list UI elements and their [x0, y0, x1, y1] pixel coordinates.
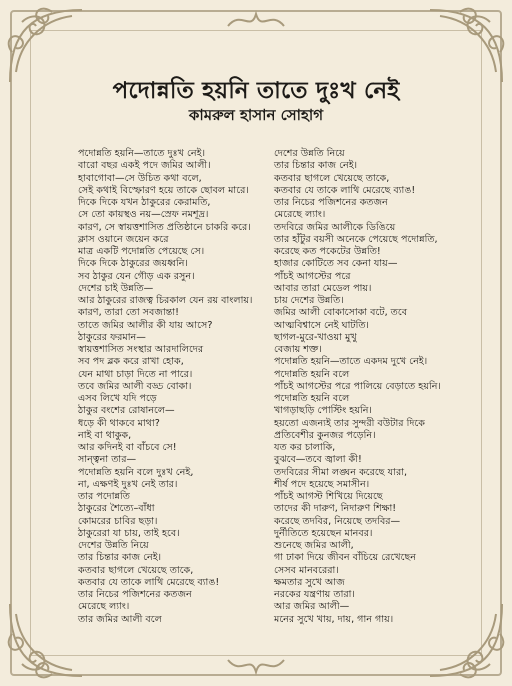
- poem-line: ঠাকুরের ফরমান—: [78, 331, 146, 343]
- poem-line: চায় দেশের উন্নতি।: [274, 295, 344, 306]
- poem-line: তার পদোন্নতি: [78, 491, 130, 502]
- poem-line: সেসব মানবরেরা।: [274, 564, 339, 576]
- poem-line: করেছে তদবির, নিয়েছে তদবির—: [274, 515, 401, 527]
- poem-line: কতবার ছাগলে খেয়েছে তাকে,: [274, 172, 390, 184]
- poem-line: পদোন্নতি হয়নি—তাতে দুঃখ নেই।: [78, 148, 206, 159]
- poem-line: তার চিন্তার কাজ নেই।: [274, 160, 358, 172]
- poem-line: হাবাগোবা—সে উচিত কথা বলে,: [78, 172, 202, 184]
- poem-line: তার নিচের পজিশনের কতজন: [274, 197, 388, 208]
- poem-line: সান্ত্বনা তার—: [78, 454, 137, 466]
- poem-line: খাগড়াছড়ি পোস্টিং হয়নি।: [274, 405, 372, 417]
- poem-line: শীর্ষ পদে হয়েছে সমাসীন।: [274, 478, 370, 490]
- poem-line: বুঝবে—তবে জ্বালা কী!: [274, 454, 362, 466]
- poem-line: স্বায়ত্তশাসিত সংস্থার আরদালিদের: [78, 344, 204, 355]
- poem-line: হয়তো এজন্যই তার সুন্দরী বউটার দিকে: [274, 417, 425, 429]
- poem-line: সব পদ ব্লক করে রাখা হোক,: [78, 356, 184, 368]
- poem-line: মেরেছে ল্যাং।: [78, 601, 130, 613]
- poem-line: মনের সুখে খায়, দায়, গান গায়।: [274, 613, 394, 625]
- poem-line: সব ঠাকুর যেন গৌড় এক রসুন।: [78, 270, 195, 282]
- poem-line: দেশের উন্নতি নিয়ে: [78, 540, 149, 551]
- poem-line: আত্মবিশ্বাসে নেই ঘাটতি।: [274, 319, 369, 331]
- poem-line: দুর্নীতিতে হয়েছেন মানবর।: [274, 527, 373, 539]
- poem-line: তাদের কী দারুণ, নিদারুণ শিক্ষা!: [274, 503, 397, 515]
- poem-line: দিকে দিকে ঠাকুরের জয়ধ্বনি।: [78, 258, 188, 270]
- poem-author: কামরুল হাসান সোহাগ: [188, 106, 324, 124]
- poem-line: সেই কথাই বিস্ফোরণ হয়ে তাকে ছোবল মারে।: [78, 184, 249, 196]
- poem-line: যেন মাথা চাড়া দিতে না পারে।: [78, 368, 193, 380]
- poem-line: কতবার ছাগলে খেয়েছে তাকে,: [78, 564, 194, 576]
- poem-line: পদোন্নতি হয়নি বলে দুঃখ নেই,: [78, 466, 194, 478]
- poem-line: তার জমির আলী বলে: [78, 613, 162, 625]
- poem-line: দিকে দিকে যখন ঠাকুরের কেরামতি,: [78, 197, 211, 208]
- poem-line: বেজায় শক্ত।: [274, 344, 322, 355]
- poem-line: তদবিরে জমির আলীকে ডিঙিয়ে: [274, 221, 396, 233]
- poem-line: নাই বা থাকুক,: [78, 429, 132, 441]
- poem-line: পদোন্নতি হয়নি বলে: [274, 368, 350, 380]
- poem-line: ক্ষমতার সুখে আজ: [274, 576, 345, 588]
- poem-line: মাত্র একটি পদোন্নতি পেয়েছে সে।: [78, 246, 205, 257]
- poem-line: তার হাঁটুর বয়সী অনেকে পেয়েছে পদোন্নতি,: [274, 233, 438, 245]
- poem-left-column: [78, 148, 268, 626]
- poem-line: প্রতিবেশীর কুনজর পড়েনি।: [274, 429, 376, 441]
- poem-line: কতবার যে তাকে লাথি মেরেছে ব্যাঙ!: [78, 576, 220, 588]
- poem-line: হাজার কোটিতে সব কেনা যায়—: [274, 258, 398, 270]
- poem-line: আর ঠাকুরের রাজত্ব চিরকাল যেন রয় বাংলায়।: [78, 295, 253, 306]
- poem-line: কারণ, সে স্বায়ত্তশাসিত প্রতিষ্ঠানে চাকরি করে।: [78, 221, 251, 233]
- poem-line: তার চিন্তার কাজ নেই।: [78, 552, 162, 564]
- poem-line: বারো বছর একই পদে জমির আলী।: [78, 160, 211, 172]
- poem-line: জমির আলী বোকাসোকা বটে, তবে: [274, 307, 408, 319]
- poem-line: কতবার যে তাকে লাথি মেরেছে ব্যাঙ!: [274, 184, 416, 196]
- poem-line: পাঁচই আগস্টের পরে: [274, 270, 351, 282]
- poem-line: ক্লাস ওয়ানে জয়েন করে: [78, 233, 169, 245]
- poem-line: তবে জমির আলী বড্ড বোকা।: [78, 380, 192, 392]
- poem-line: ঠাকুর বংশের রোষানলে—: [78, 405, 175, 417]
- poem-line: মেরেছে ল্যাং।: [274, 209, 326, 221]
- poem-line: কোমরের চাবির ছড়া।: [78, 515, 158, 527]
- poem-line: দেশের চাই উন্নতি—: [78, 282, 154, 294]
- poem-line: তদবিরের সীমা লঙ্ঘন করেছে যারা,: [274, 466, 408, 478]
- poem-line: তাতে জমির আলীর কী যায় আসে?: [78, 319, 213, 331]
- poem-line: আর কদিনই বা বাঁচবে সে!: [78, 442, 177, 453]
- poem-line: আবার তারা মেডেল পায়।: [274, 282, 372, 294]
- poem-title: পদোন্নতি হয়নি তাতে দুঃখ নেই: [112, 78, 400, 104]
- poem-line: না, এক্ষণই দুঃখ নেই তার।: [78, 478, 178, 490]
- poem-line: তার নিচের পজিশনের কতজন: [78, 589, 192, 600]
- poem-line: যত কর চালাকি,: [274, 442, 336, 453]
- top-center-ornament: [226, 6, 286, 36]
- poem-line: করেছে কত পকেটের উন্নতি!: [274, 246, 381, 257]
- poem-line: সে তো কায়স্থও নয়—স্রেফ নমশূদ্র।: [78, 209, 209, 221]
- poem-line: পাঁচই আগস্টের পরে পালিয়ে বেড়াতে হয়নি।: [274, 380, 441, 392]
- poem-line: দেশের উন্নতি নিয়ে: [274, 148, 345, 159]
- poem-line: পদোন্নতি হয়নি বলে: [274, 393, 350, 404]
- poem-line: পদোন্নতি হয়নি—তাতে একদম দুখে নেই।: [274, 356, 428, 368]
- poem-line: ঠাকুরের শৈত্যে–বাঁধা: [78, 503, 155, 515]
- poem-line: এসব লিখে যদি পড়ে: [78, 393, 157, 404]
- poem-line: ধড়ে কী থাকবে মাথা?: [78, 417, 160, 429]
- poem-line: নরকের যন্ত্রণায় তারা।: [274, 589, 355, 600]
- poem-line: শুনেছে জমির আলী,: [274, 540, 354, 551]
- poem-line: ছাগল-মুরে-খাওয়া মুখু: [274, 331, 357, 343]
- poem-line: গা ঢাকা দিয়ে জীবন বাঁচিয়ে রেখেছেন: [274, 552, 416, 564]
- poem-line: পাঁচই আগস্ট শিখিয়ে দিয়েছে: [274, 491, 383, 502]
- poem-line: ঠাকুরেরা যা চায়, তাই হবে।: [78, 527, 180, 539]
- poem-line: আর জমির আলী—: [274, 601, 350, 613]
- poem-right-column: [274, 148, 464, 626]
- bottom-center-ornament: [226, 650, 286, 680]
- poem-line: কারণ, তারা তো সবজান্তা!: [78, 307, 179, 319]
